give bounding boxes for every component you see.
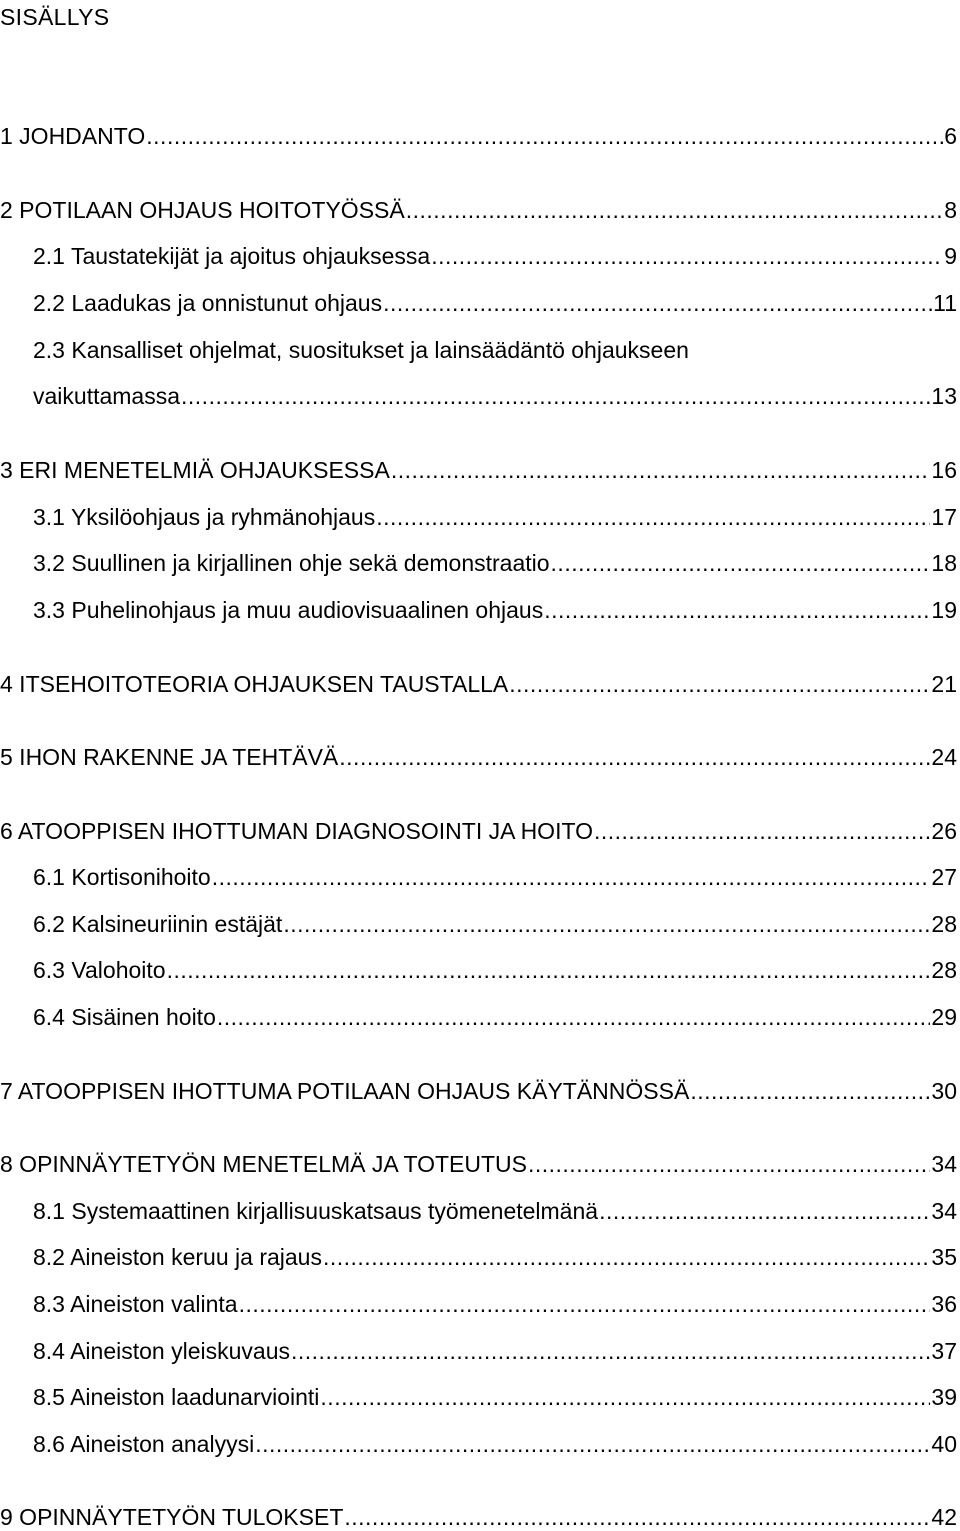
toc-leader-dots [406,196,943,224]
toc-entry-title: 2.2 Laadukas ja onnistunut ohjaus [33,290,383,316]
toc-entry-title: 8.6 Aineiston analyysi [33,1431,255,1457]
toc-leader-dots [391,456,931,484]
toc-entry[interactable] [33,1290,957,1318]
toc-leader-dots [339,743,930,771]
toc-entry-title: 8.5 Aineiston laadunarviointi [33,1384,320,1410]
toc-leader-dots [146,122,943,150]
toc-entry-title: 2.1 Taustatekijät ja ajoitus ohjauksessa [33,243,431,269]
toc-entry-page: 18 [931,550,957,576]
toc-entry-page: 35 [931,1244,957,1270]
toc-leader-dots [376,503,930,531]
toc-entry[interactable] [0,1503,957,1531]
toc-entry[interactable] [33,503,957,531]
toc-entry-title: 6.4 Sisäinen hoito [33,1004,216,1030]
toc-entry-title: 3 ERI MENETELMIÄ OHJAUKSESSA [0,457,390,483]
toc-entry-title: 8.2 Aineiston keruu ja rajaus [33,1244,322,1270]
toc-entry-title: 4 ITSEHOITOTEORIA OHJAUKSEN TAUSTALLA [0,671,509,697]
toc-entry-title: 8.1 Systemaattinen kirjallisuuskatsaus työmenetelmänä [33,1198,599,1224]
toc-entry-title: 1 JOHDANTO [0,123,146,149]
toc-leader-dots [181,382,930,410]
page-title: SISÄLLYS [0,4,110,30]
toc-entry[interactable] [0,670,957,698]
toc-entry-page: 28 [931,957,957,983]
toc-leader-dots [544,596,930,624]
toc-leader-dots [594,817,930,845]
toc-leader-dots [239,1290,931,1318]
toc-entry[interactable] [33,596,957,624]
toc-entry-title: 7 ATOOPPISEN IHOTTUMA POTILAAN OHJAUS KÄYTÄNNÖSSÄ [0,1078,690,1104]
toc-entry[interactable] [33,863,957,891]
toc-entry[interactable] [0,196,957,224]
toc-entry-page: 16 [931,457,957,483]
toc-entry-title: 3.2 Suullinen ja kirjallinen ohje sekä demonstraatio [33,550,550,576]
toc-leader-dots [320,1383,930,1411]
toc-entry-page: 24 [931,744,957,770]
toc-entry-page: 34 [931,1151,957,1177]
toc-entry-page: 34 [931,1198,957,1224]
toc-leader-dots [509,670,930,698]
toc-entry[interactable] [33,910,957,938]
toc-entry[interactable] [0,817,957,845]
toc-entry[interactable] [33,1243,957,1271]
toc-entry-page: 29 [931,1004,957,1030]
toc-entry-page: 30 [931,1078,957,1104]
toc-entry-title: 9 OPINNÄYTETYÖN TULOKSET [0,1504,344,1530]
toc-entry-page: 21 [931,671,957,697]
toc-entry-title: 6.1 Kortisonihoito [33,864,211,890]
toc-leader-dots [383,289,932,317]
toc-entry[interactable] [0,456,957,484]
toc-leader-dots [167,956,931,984]
toc-leader-dots [344,1503,930,1531]
toc-entry-title: 5 IHON RAKENNE JA TEHTÄVÄ [0,744,339,770]
toc-entry-title: 6.3 Valohoito [33,957,166,983]
toc-leader-dots [255,1430,930,1458]
toc-entry[interactable] [33,1337,957,1365]
toc-entry[interactable] [33,1197,957,1225]
toc-entry-page: 6 [944,123,957,149]
toc-entry-title: 3.1 Yksilöohjaus ja ryhmänohjaus [33,504,376,530]
toc-leader-dots [690,1077,930,1105]
toc-entry[interactable] [33,956,957,984]
toc-leader-dots [528,1150,930,1178]
toc-entry-page: 19 [931,597,957,623]
toc-entry-page: 9 [944,243,957,269]
toc-entry-page: 37 [931,1338,957,1364]
toc-entry-page: 13 [931,383,957,409]
toc-entry-title: 8.3 Aineiston valinta [33,1291,238,1317]
toc-entry[interactable] [33,382,957,410]
toc-entry[interactable] [0,1077,957,1105]
toc-entry-title: vaikuttamassa [33,383,181,409]
toc-entry-title: 6.2 Kalsineuriinin estäjät [33,911,283,937]
toc-entry[interactable] [33,289,957,317]
toc-leader-dots [323,1243,930,1271]
toc-leader-dots [431,242,943,270]
toc-entry-page: 17 [931,504,957,530]
toc-entry[interactable] [33,549,957,577]
toc-entry[interactable] [33,1003,957,1031]
toc-entry[interactable] [33,1430,957,1458]
toc-leader-dots [283,910,930,938]
toc-entry-page: 8 [944,197,957,223]
toc-leader-dots [217,1003,931,1031]
toc-entry-page: 39 [931,1384,957,1410]
toc-entry-title: 6 ATOOPPISEN IHOTTUMAN DIAGNOSOINTI JA HOITO [0,818,593,844]
toc-entry-title: 2 POTILAAN OHJAUS HOITOTYÖSSÄ [0,197,405,223]
toc-entry-page: 27 [931,864,957,890]
toc-leader-dots [599,1197,930,1225]
toc-entry[interactable] [0,743,957,771]
toc-entry-page: 28 [931,911,957,937]
toc-entry-page: 26 [931,818,957,844]
toc-entry[interactable] [0,1150,957,1178]
toc-entry[interactable] [33,1383,957,1411]
toc-entry-page: 36 [931,1291,957,1317]
toc-entry[interactable] [33,242,957,270]
toc-entry[interactable] [0,122,957,150]
toc-entry-title: 8 OPINNÄYTETYÖN MENETELMÄ JA TOTEUTUS [0,1151,527,1177]
toc-entry-title: 3.3 Puhelinohjaus ja muu audiovisuaalinen ohjaus [33,597,544,623]
toc-entry-page: 11 [933,290,957,316]
toc-entry-page: 42 [931,1504,957,1530]
toc-entry-title[interactable]: 2.3 Kansalliset ohjelmat, suositukset ja lainsäädäntö ohjaukseen [33,337,689,363]
toc-entry-title: 8.4 Aineiston yleiskuvaus [33,1338,290,1364]
toc-entry-page: 40 [931,1431,957,1457]
toc-leader-dots [212,863,931,891]
toc-leader-dots [551,549,931,577]
toc-leader-dots [291,1337,930,1365]
